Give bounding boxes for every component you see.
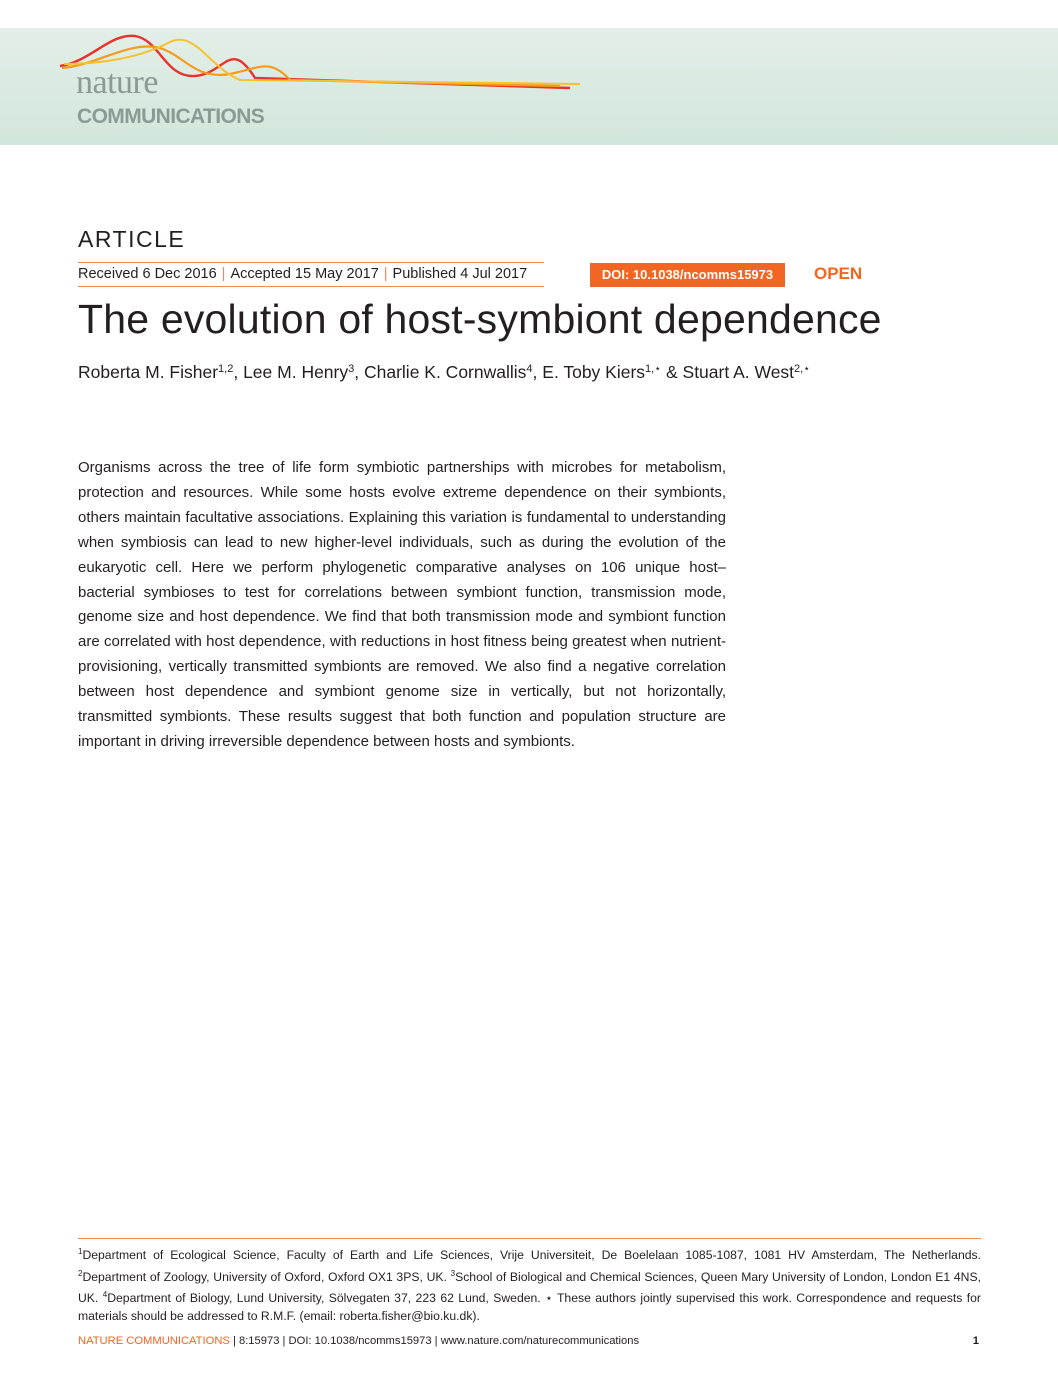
footer-citation-info: | 8:15973 | DOI: 10.1038/ncomms15973 | www.nature.com/naturecommunications — [229, 1335, 640, 1347]
author-separator: , — [532, 362, 543, 382]
author-name[interactable]: Lee M. Henry — [243, 362, 349, 382]
received-date: Received 6 Dec 2016 — [78, 266, 217, 282]
author-separator: & — [661, 362, 683, 382]
correspondence-note: Correspondence and requests for materials should be addressed to R.M.F. (email: roberta.fisher@bio.ku.dk). — [78, 1291, 981, 1324]
author-affiliation-mark: 1,2 — [218, 363, 234, 375]
author-list — [78, 362, 810, 383]
author-name[interactable]: Charlie K. Cornwallis — [363, 362, 527, 382]
doi-badge[interactable]: DOI: 10.1038/ncomms15973 — [590, 263, 785, 287]
author-affiliation-mark: 3 — [348, 363, 355, 375]
author-separator: , — [354, 362, 364, 382]
affiliation-number: 3 — [450, 1268, 456, 1278]
affiliation-1: Department of Ecological Science, Faculty of Earth and Life Sciences, Vrije Universiteit, De Boelelaan 1085-1087, 1081 HV Amsterdam, The Netherlands. — [82, 1248, 981, 1262]
logo-nature-text: nature — [76, 64, 158, 101]
open-access-label: OPEN — [814, 264, 863, 283]
footer-journal-name: NATURE COMMUNICATIONS — [78, 1335, 230, 1347]
footnote-divider — [78, 1238, 981, 1239]
affiliation-3: School of Biological and Chemical Sciences, Queen Mary University of London, London E1 4NS, UK. — [78, 1269, 981, 1306]
author-affiliation-mark: 2,⋆ — [794, 363, 811, 375]
affiliation-number: 2 — [78, 1268, 83, 1278]
page-footer — [78, 1335, 981, 1347]
accepted-date: Accepted 15 May 2017 — [230, 266, 379, 282]
author-separator: , — [233, 362, 244, 382]
published-date: Published 4 Jul 2017 — [392, 266, 528, 282]
date-separator: | — [383, 266, 388, 282]
affiliation-number: 1 — [78, 1247, 83, 1256]
affiliation-number: 4 — [102, 1290, 108, 1300]
author-name[interactable]: E. Toby Kiers — [542, 362, 646, 382]
affiliation-4: Department of Biology, Lund University, Sölvegaten 37, 223 62 Lund, Sweden. — [107, 1291, 541, 1306]
author-name[interactable]: Stuart A. West — [682, 362, 795, 382]
joint-supervision-note: These authors jointly supervised this work. — [556, 1291, 792, 1306]
joint-supervision-mark: ⋆ — [545, 1291, 553, 1306]
logo-communications-text: COMMUNICATIONS — [77, 105, 265, 128]
article-type-label: ARTICLE — [78, 226, 186, 252]
article-dates — [78, 262, 544, 287]
author-affiliation-mark: 4 — [526, 363, 533, 375]
affiliation-footnotes — [78, 1243, 981, 1326]
author-affiliation-mark: 1,⋆ — [645, 363, 662, 375]
author-name[interactable]: Roberta M. Fisher — [78, 362, 219, 382]
affiliation-2: Department of Zoology, University of Oxford, Oxford OX1 3PS, UK. — [82, 1269, 447, 1284]
date-separator: | — [221, 266, 226, 282]
page-number: 1 — [972, 1335, 979, 1347]
abstract: Organisms across the tree of life form symbiotic partnerships with microbes for metabolism, protection and resources. While some hosts evolve extreme dependence on their symbionts, others maintain facultative associations. Explaining this variation is fundamental to understanding when symbiosis can lead to new higher-level individuals, such as during the evolution of the eukaryotic cell. Here we perform phylogenetic comparative analyses on 106 unique host–bacterial symbioses to test for correlations between symbiont function, transmission mode, genome size and host dependence. We find that both transmission mode and symbiont function are correlated with host dependence, with reductions in host fitness being greatest when nutrient-provisioning, vertically transmitted symbionts are removed. We also find a negative correlation between host dependence and symbiont genome size in vertically, but not horizontally, transmitted symbionts. These results suggest that both function and population structure are important in driving irreversible dependence between hosts and symbionts. — [78, 459, 726, 750]
article-title: The evolution of host-symbiont dependence — [78, 296, 882, 342]
